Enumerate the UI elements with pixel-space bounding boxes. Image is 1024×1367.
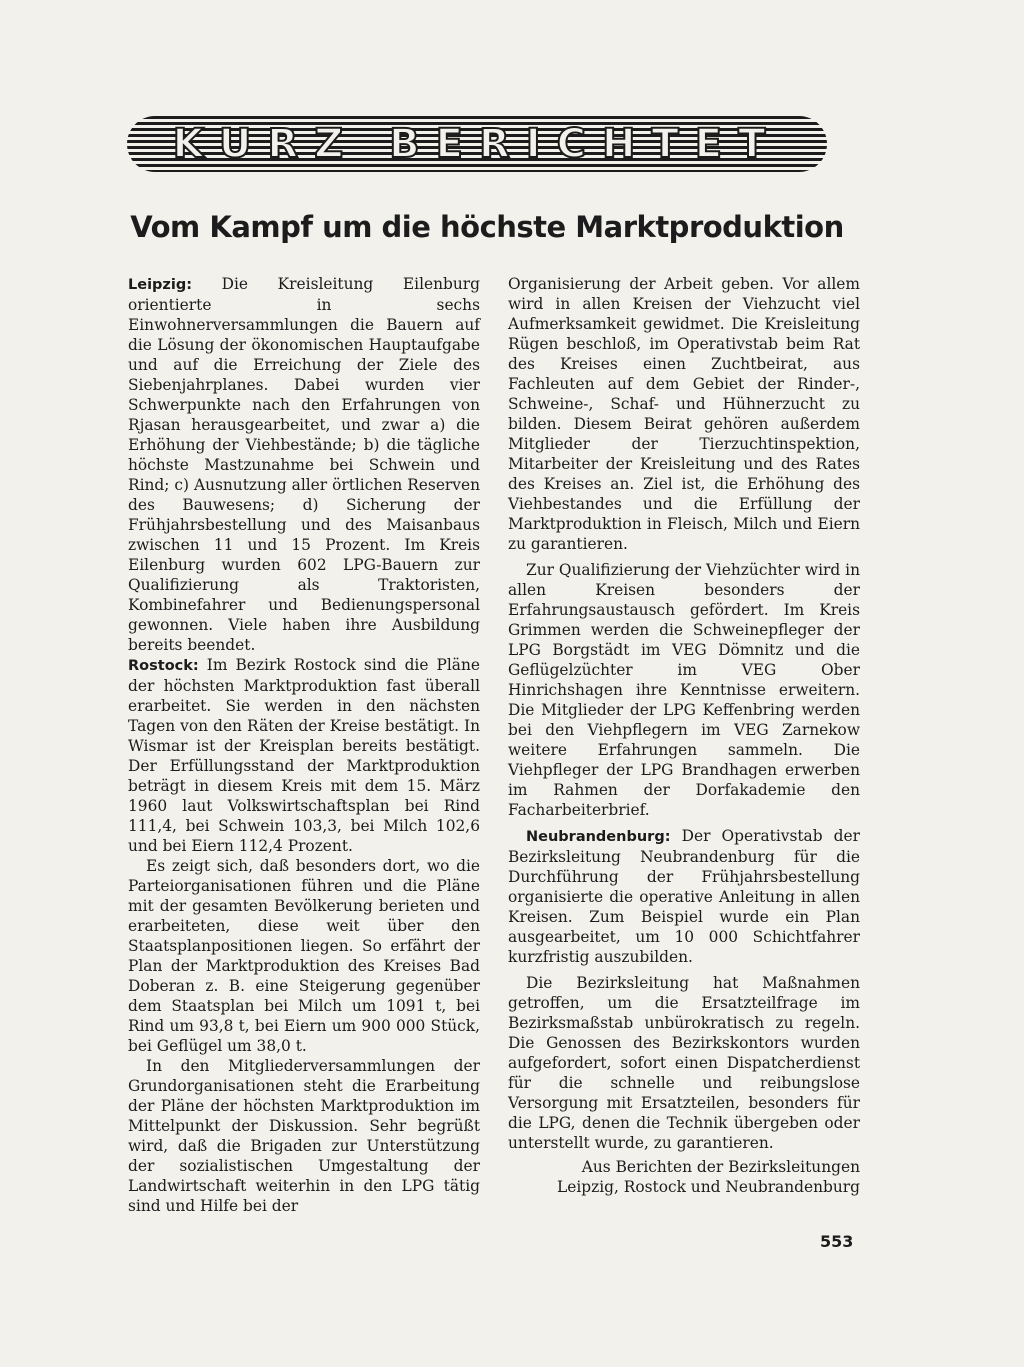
paragraph-text: Im Bezirk Rostock sind die Pläne der höchsten Marktproduktion fast überall erarbeitet. Sie werden in den nächsten Tagen von den Räten der Kreise bestätigt. In Wismar ist der Kreisplan bereits bestätigt. Der Erfüllungsstand der Marktproduktion beträgt in diesem Kreis mit dem 15. März 1960 laut Volkswirtschaftsplan bei Rind 111,4, bei Schwein 103,3, bei Milch 102,6 und bei Eiern 112,4 Prozent. bbox=[128, 656, 480, 855]
paragraph-text: Es zeigt sich, daß besonders dort, wo die Parteiorganisationen führen und die Pläne mit der gesamten Bevölkerung berieten und erarbeiteten, diese weit über den Staatsplanpositionen liegen. So erfährt der Plan der Marktproduktion des Kreises Bad Doberan z. B. eine Steigerung gegenüber dem Staatsplan bei Milch um 1091 t, bei Rind um 93,8 t, bei Eiern um 900 000 Stück, bei Geflügel um 38,0 t. bbox=[128, 857, 480, 1055]
paragraph-leipzig bbox=[128, 274, 480, 655]
paragraph-rostock bbox=[128, 655, 480, 856]
paragraph-text: Die Bezirksleitung hat Maßnahmen getroffen, um die Ersatzteilfrage im Bezirksmaßstab unbürokratisch zu regeln. Die Genossen des Bezirkskontors wurden aufgefordert, sofort einen Dispatcherdienst für die schnelle und reibungslose Versorgung mit Ersatzteilen, besonders für die LPG, denen die Technik übergeben oder unterstellt wurde, zu garantieren. bbox=[508, 974, 860, 1152]
page-number: 553 bbox=[820, 1232, 854, 1251]
paragraph-neubrandenburg bbox=[508, 826, 860, 967]
left-column bbox=[128, 274, 480, 1216]
signature-line: Leipzig, Rostock und Neubrandenburg bbox=[556, 1178, 860, 1196]
dateline-rostock: Rostock: bbox=[128, 658, 199, 674]
banner-title: KURZ BERICHTET bbox=[172, 121, 782, 167]
dateline-leipzig: Leipzig: bbox=[128, 277, 193, 293]
signature-line: Aus Berichten der Bezirksleitungen bbox=[581, 1158, 860, 1176]
article-signature bbox=[508, 1157, 860, 1197]
section-banner bbox=[127, 116, 827, 172]
paragraph-text: Der Operativstab der Bezirksleitung Neubrandenburg für die Durchführung der Frühjahrsbestellung organisierte die operative Anleitung in allen Kreisen. Zum Beispiel wurde ein Plan ausgearbeitet, um 10 000 Schichtfahrer kurzfristig auszubilden. bbox=[508, 827, 860, 966]
dateline-neubrandenburg: Neubrandenburg: bbox=[526, 829, 671, 845]
paragraph-text: In den Mitgliederversammlungen der Grundorganisationen steht die Erarbeitung der Pläne der höchsten Marktproduktion im Mittelpunkt der Diskussion. Sehr begrüßt wird, daß die Brigaden zur Unterstützung der sozialistischen Umgestaltung der Landwirtschaft weiterhin in den LPG tätig sind und Hilfe bei der bbox=[128, 1057, 480, 1215]
paragraph-text: Die Kreisleitung Eilenburg orientierte in sechs Einwohnerversammlungen die Bauern auf die Lösung der ökonomischen Hauptaufgabe und auf die Erreichung der Ziele des Siebenjahrplanes. Dabei wurden vier Schwerpunkte nach den Erfahrungen von Rjasan herausgearbeitet, und zwar a) die Erhöhung der Viehbestände; b) die tägliche höchste Mastzunahme bei Schwein und Rind; c) Ausnutzung aller örtlichen Reserven des Bauwesens; d) Sicherung der Frühjahrsbestellung und des Maisanbaus zwischen 11 und 15 Prozent. Im Kreis Eilenburg wurden 602 LPG-Bauern zur Qualifizierung als Traktoristen, Kombinefahrer und Bedienungspersonal gewonnen. Viele haben ihre Ausbildung bereits beendet. bbox=[128, 275, 480, 654]
article-headline: Vom Kampf um die höchste Marktproduktion bbox=[130, 210, 844, 244]
right-column bbox=[508, 274, 860, 1197]
paragraph-text: Zur Qualifizierung der Viehzüchter wird in allen Kreisen besonders der Erfahrungsaustausch gefördert. Im Kreis Grimmen werden die Schweinepfleger der LPG Borgstädt im VEG Dömnitz und die Geflügelzüchter im VEG Ober Hinrichshagen ihre Kenntnisse erweitern. Die Mitglieder der LPG Keffenbring werden bei den Viehpflegern im VEG Zarnekow weitere Erfahrungen sammeln. Die Viehpfleger der LPG Brandhagen erwerben im Rahmen der Dorfakademie den Facharbeiterbrief. bbox=[508, 561, 860, 819]
paragraph-text: Organisierung der Arbeit geben. Vor allem wird in allen Kreisen der Viehzucht viel Aufmerksamkeit gewidmet. Die Kreisleitung Rügen beschloß, im Operativstab beim Rat des Kreises einen Zuchtbeirat, aus Fachleuten auf dem Gebiet der Rinder-, Schweine-, Schaf- und Hühnerzucht zu bilden. Diesem Beirat gehören außerdem Mitglieder der Tierzuchtinspektion, Mitarbeiter der Kreisleitung und des Rates des Kreises an. Ziel ist, die Erhöhung des Viehbestandes und die Erfüllung der Marktproduktion in Fleisch, Milch und Eiern zu garantieren. bbox=[508, 275, 860, 553]
